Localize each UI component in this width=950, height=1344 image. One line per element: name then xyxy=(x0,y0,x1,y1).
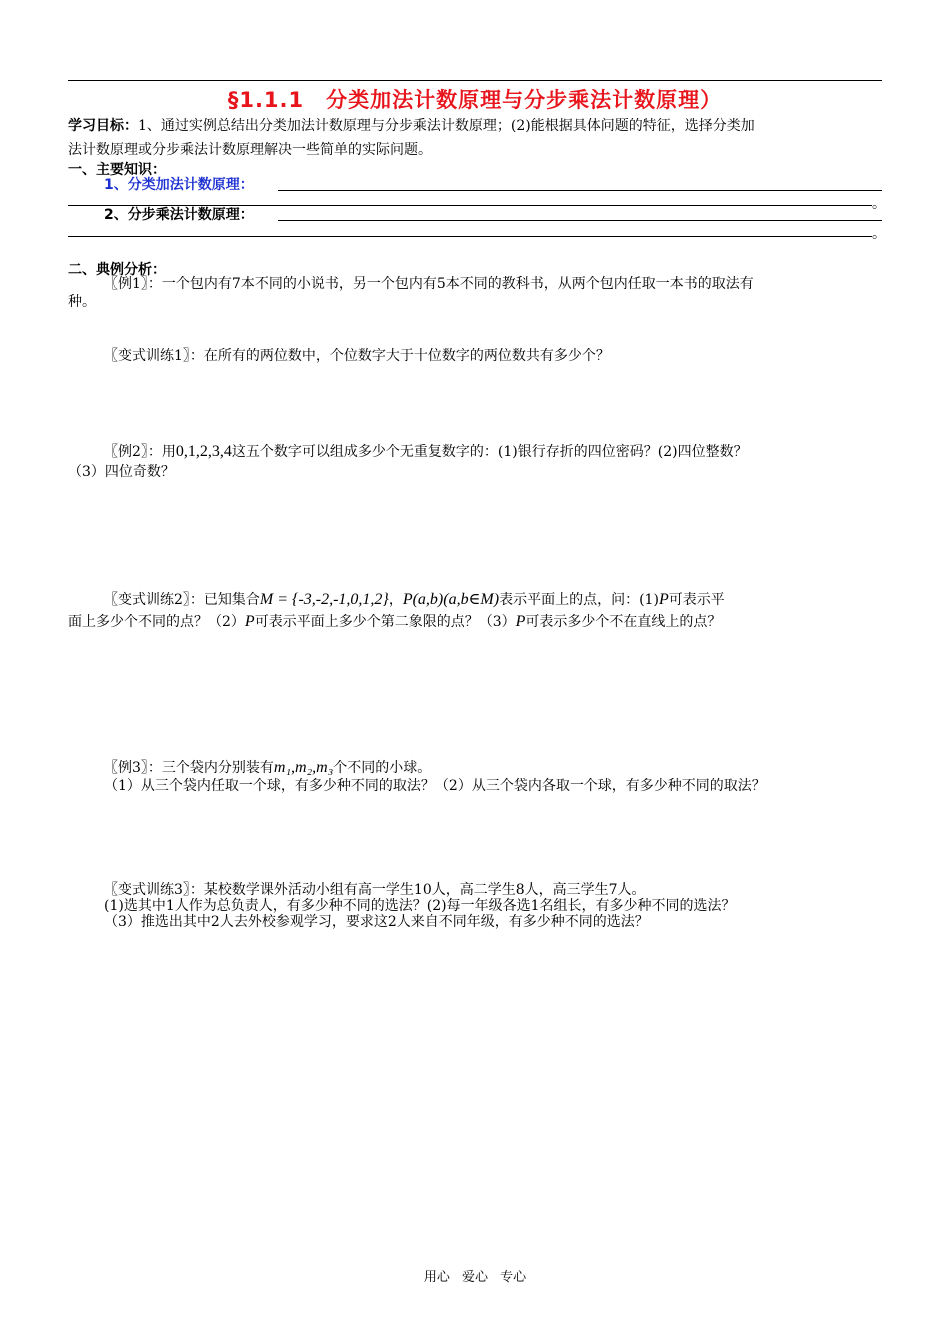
example-3-rest: 个不同的小球。 xyxy=(333,760,432,776)
example-3-prefix: 〖例3〗：三个袋内分别装有 xyxy=(104,760,274,776)
example-2-line-2: （3）四位奇数？ xyxy=(68,464,175,480)
variant-2-part-b: 可表示平面上多少个第二象限的点？（3） xyxy=(254,614,516,630)
page-title: §1.1.1 分类加法计数原理与分步乘法计数原理） xyxy=(227,88,723,112)
variant-2-p-symbol: P xyxy=(658,591,669,608)
example-3-variables: m₁,m₂,m₃ xyxy=(273,759,334,776)
example-3-line-1 xyxy=(104,758,431,778)
example-1-line-2: 种。 xyxy=(68,294,96,310)
learning-goals-line-2: 法计数原理或分步乘法计数原理解决一些简单的实际问题。 xyxy=(68,142,432,158)
example-1-line-1: 〖例1〗：一个包内有7本不同的小说书，另一个包内有5本不同的教科书，从两个包内任取一本书的取法有 xyxy=(104,276,754,292)
learning-goals-label: 学习目标： xyxy=(68,118,138,134)
example-3-line-2: （1）从三个袋内任取一个球，有多少种不同的取法？（2）从三个袋内各取一个球，有多少种不同的取法？ xyxy=(104,778,766,794)
fill-blank-end-mark-2: 。 xyxy=(872,226,886,242)
example-2-question: 这五个数字可以组成多少个无重复数字的：(1)银行存折的四位密码？(2)四位整数？ xyxy=(231,444,748,460)
knowledge-item-2-label: 2、分步乘法计数原理： xyxy=(104,207,254,223)
variant-2-comma: ， xyxy=(388,592,403,608)
variant-2-line-1 xyxy=(104,590,725,610)
header-rule xyxy=(68,80,882,81)
variant-2-question-tail: 可表示平 xyxy=(668,592,725,608)
section-examples-heading: 二、典例分析： xyxy=(68,262,166,278)
fill-blank-line-2b xyxy=(68,236,872,237)
variant-1-text xyxy=(104,346,610,366)
section-main-knowledge-heading: 一、主要知识： xyxy=(68,162,166,178)
example-2-line-1 xyxy=(104,442,748,462)
variant-2-p-symbol-2: P xyxy=(244,613,255,630)
variant-2-set: M = {-3,-2,-1,0,1,2} xyxy=(259,591,389,608)
example-2-prefix: 〖例2〗：用 xyxy=(104,444,176,460)
fill-blank-line-2a xyxy=(278,220,882,221)
knowledge-item-1-label: 1、分类加法计数原理： xyxy=(104,177,254,193)
page-footer: 用心 爱心 专心 xyxy=(423,1270,527,1285)
fill-blank-line-1a xyxy=(278,190,882,191)
variant-3-line-1: 〖变式训练3〗：某校数学课外活动小组有高一学生10人，高二学生8人，高三学生7人。 xyxy=(104,882,646,898)
fill-blank-end-mark-1: 。 xyxy=(872,196,886,212)
variant-2-line-2 xyxy=(68,612,721,632)
variant-2-part-a: 面上多少个不同的点？（2） xyxy=(68,614,245,630)
variant-2-point: P(a,b)(a,b∈M) xyxy=(402,591,500,608)
variant-2-p-symbol-3: P xyxy=(515,613,526,630)
example-2-digits: 0,1,2,3,4 xyxy=(175,443,232,460)
variant-3-line-3: （3）推选出其中2人去外校参观学习，要求这2人来自不同年级，有多少种不同的选法？ xyxy=(104,914,649,930)
variant-2-prefix: 〖变式训练2〗：已知集合 xyxy=(104,592,260,608)
learning-goals-line-1 xyxy=(68,116,755,136)
variant-2-question: 表示平面上的点，问：(1) xyxy=(499,592,659,608)
learning-goals-text-1: 1、通过实例总结出分类加法计数原理与分步乘法计数原理；(2)能根据具体问题的特征，选择分类加 xyxy=(138,118,755,134)
variant-1-question: 〖变式训练1〗：在所有的两位数中，个位数字大于十位数字的两位数共有多少个？ xyxy=(104,348,610,364)
variant-3-line-2: (1)选其中1人作为总负责人，有多少种不同的选法？(2)每一年级各选1名组长，有多少种不同的选法？ xyxy=(104,898,736,914)
variant-2-part-c: 可表示多少个不在直线上的点？ xyxy=(525,614,722,630)
